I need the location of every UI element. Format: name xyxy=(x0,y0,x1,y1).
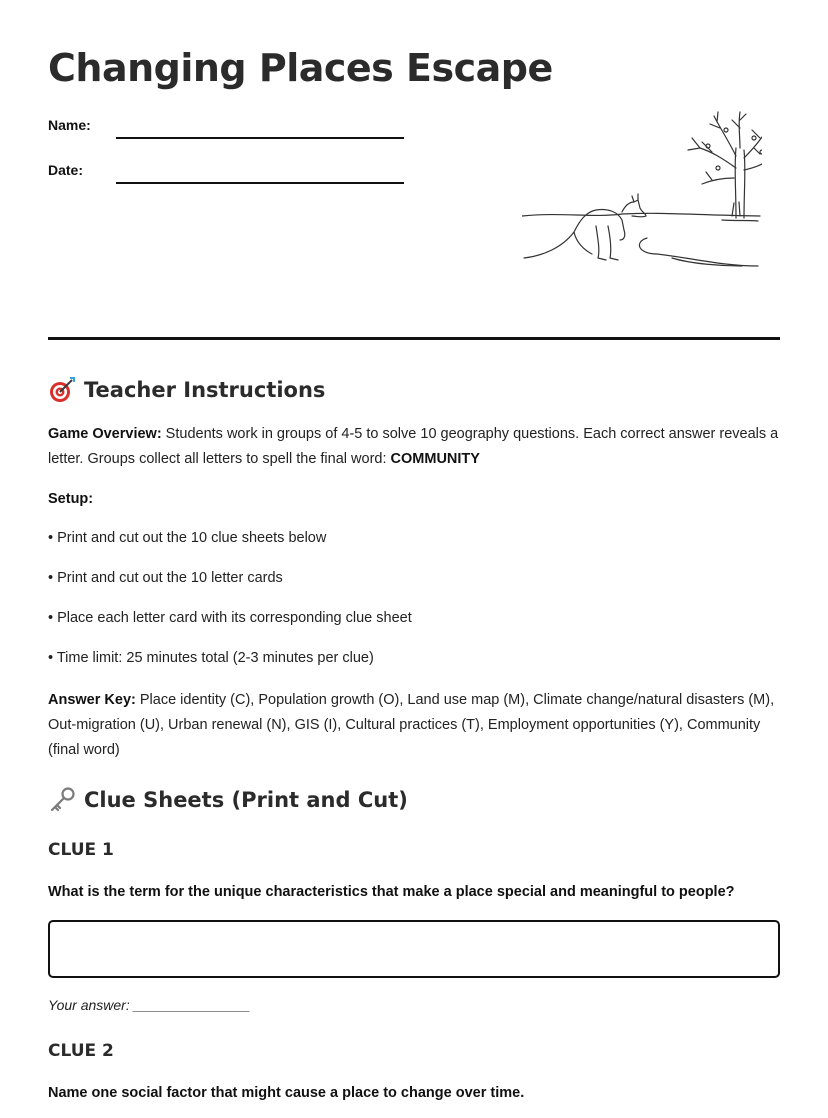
setup-item: • Print and cut out the 10 clue sheets below xyxy=(48,530,327,546)
clue-1-answer-box[interactable] xyxy=(48,920,780,978)
name-label: Name: xyxy=(48,117,91,133)
game-overview xyxy=(48,422,780,472)
key-icon xyxy=(48,786,76,814)
clue-1-label: CLUE 1 xyxy=(48,840,114,860)
clue-sheets-heading xyxy=(48,786,408,814)
setup-item: • Place each letter card with its corresponding clue sheet xyxy=(48,610,412,626)
answer-key xyxy=(48,688,780,763)
target-icon xyxy=(48,376,76,404)
date-blank-line[interactable] xyxy=(116,182,404,184)
setup-item: • Time limit: 25 minutes total (2-3 minutes per clue) xyxy=(48,650,374,666)
clue-1-your-answer: Your answer: _______________ xyxy=(48,997,251,1013)
clue-2-label: CLUE 2 xyxy=(48,1041,114,1061)
teacher-instructions-heading xyxy=(48,376,325,404)
final-word: COMMUNITY xyxy=(390,451,480,467)
answer-key-label: Answer Key: xyxy=(48,692,136,708)
clue-sheets-title: Clue Sheets (Print and Cut) xyxy=(84,788,408,812)
setup-label: Setup: xyxy=(48,491,94,507)
name-field xyxy=(48,117,91,133)
clue-1-question: What is the term for the unique characteristics that make a place special and meaningful to people? xyxy=(48,884,735,900)
page-title: Changing Places Escape xyxy=(48,46,553,90)
section-divider xyxy=(48,337,780,340)
date-label: Date: xyxy=(48,162,84,178)
setup-item: • Print and cut out the 10 letter cards xyxy=(48,570,283,586)
teacher-instructions-title: Teacher Instructions xyxy=(84,378,326,402)
kangaroo-tree-illustration xyxy=(522,108,762,270)
clue-2-question: Name one social factor that might cause a place to change over time. xyxy=(48,1085,525,1101)
name-blank-line[interactable] xyxy=(116,137,404,139)
date-field xyxy=(48,162,83,178)
overview-label: Game Overview: xyxy=(48,426,162,442)
answer-key-text: Place identity (C), Population growth (O), Land use map (M), Climate change/natural disasters (M), Out-migration (U), Urban renewal (N), GIS (I), Cultural practices (T), Employment opportunities (Y), Community (final word) xyxy=(48,692,775,758)
overview-text: Students work in groups of 4-5 to solve 10 geography questions. Each correct answer reveals a letter. Groups collect all letters to spell the final word: xyxy=(48,426,779,467)
